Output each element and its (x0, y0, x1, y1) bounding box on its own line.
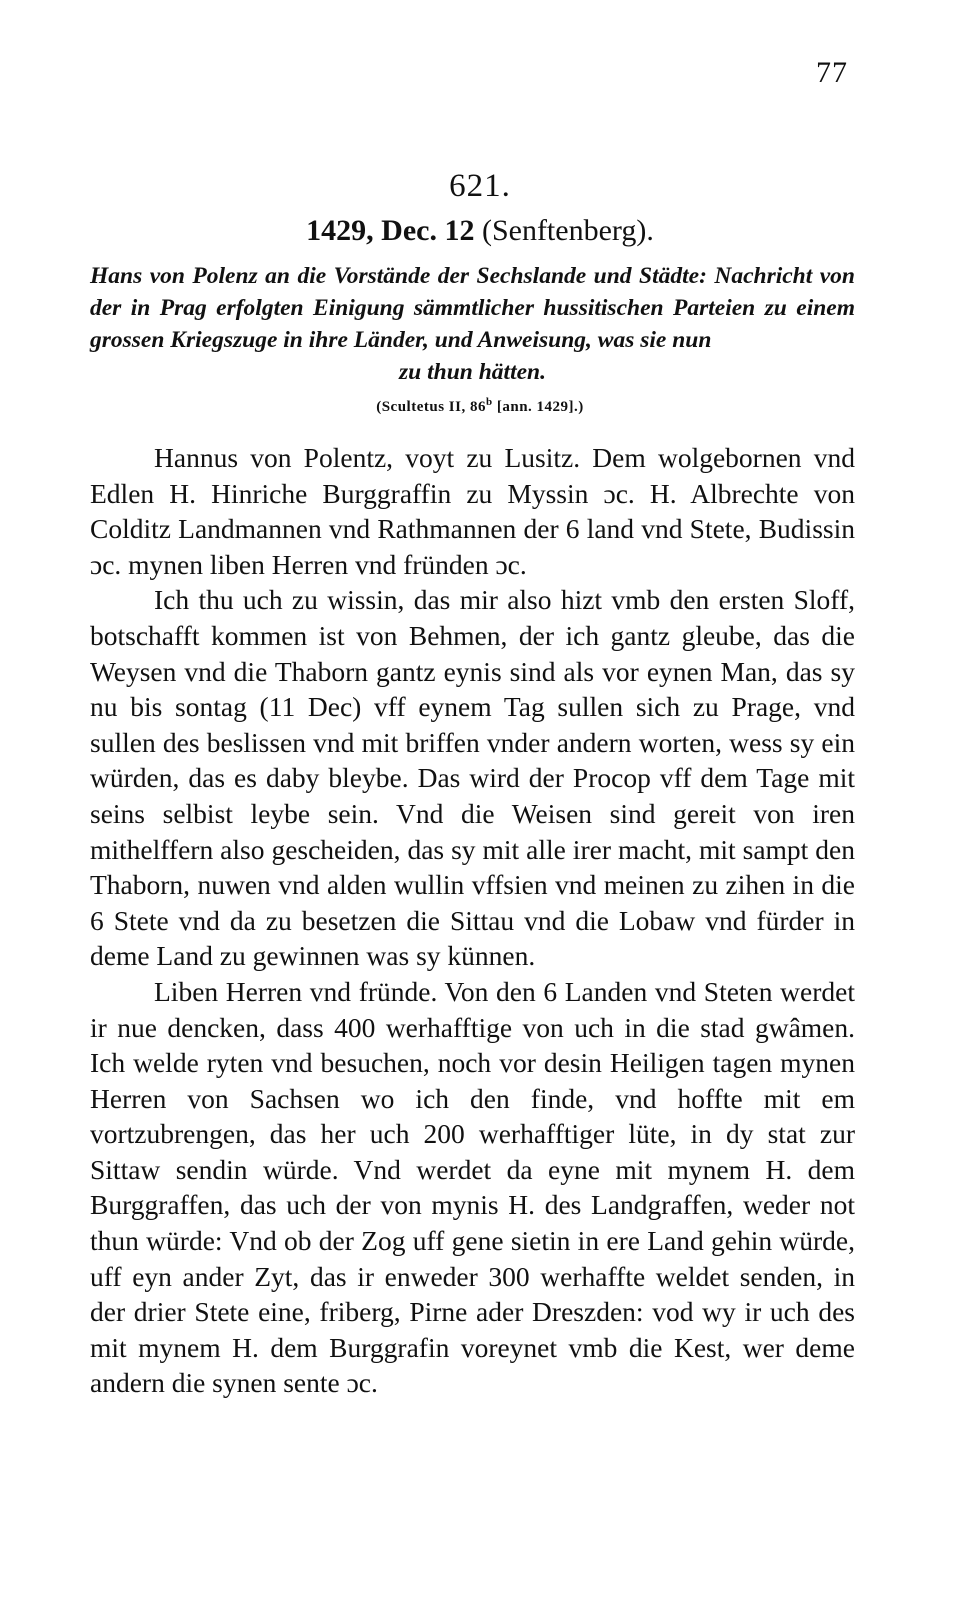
paragraph-news: Ich thu uch zu wissin, das mir also hizt vmb den ersten Sloff, botschafft kommen ist von Behmen, der ich gantz gleube, das die Weysen vnd die Thaborn gantz eynis sind als vor eynen Man, das sy nu bis sontag (11 Dec) vff eynem Tag sullen sich zu Prage, vnd sullen des beslissen vnd mit briffen vnder andern worten, wess sy ein würden, das es daby bleybe. Das wird der Procop vff dem Tage mit seins selbist leybe sein. Vnd die Weisen sind gereit von iren mithelffern also gescheiden, das sy mit alle irer macht, mit sampt den Thaborn, nuwen vnd alden wullin vffsien vnd meinen zu zihen in die 6 Stete vnd da zu besetzen die Sittau vnd die Lobaw vnd fürder in deme Land zu gewinnen was sy künnen. (90, 584, 855, 972)
source-year: [ann. 1429].) (492, 399, 584, 415)
paragraph-address: Hannus von Polentz, voyt zu Lusitz. Dem wolgebornen vnd Edlen H. Hinriche Burggraffin zu Myssin ɔc. H. Albrechte von Colditz Landmannen vnd Rathmannen der 6 land vnd Stete, Budissin ɔc. mynen liben Herren vnd fründen ɔc. (90, 442, 855, 580)
paragraph-instructions: Liben Herren vnd fründe. Von den 6 Landen vnd Steten werdet ir nue dencken, dass 400 werhafftige von uch in die stad gwâmen. Ich welde ryten vnd besuchen, noch vor desin Heiligen tagen mynen Herren von Sachsen wo ich den finde, vnd hoffte mit em vortzubrengen, das her uch 200 werhafftiger lüte, in dy stat zur Sittaw sendin würde. Vnd werdet da eyne mit mynem H. dem Burggraffen, das uch der von mynis H. des Landgraffen, weder not thun würde: Vnd ob der Zog uff gene sietin in ere Land gehin würde, uff eyn ander Zyt, das ir enweder 300 werhaffte weldet senden, in der drier Stete eine, friberg, Pirne ader Dreszden: vod wy ir uch des mit mynem H. dem Burggrafin voreynet vmb die Kest, wer deme andern die synen sente ɔc. (90, 975, 855, 1399)
letter-body (90, 440, 855, 1401)
document-summary (90, 260, 855, 388)
place: (Senftenberg). (481, 214, 654, 247)
date-line (0, 214, 960, 248)
source-superscript: b (485, 396, 493, 408)
summary-last-line: zu thun hätten. (399, 359, 546, 385)
page-number: 77 (816, 56, 848, 89)
date: 1429, Dec. 12 (306, 214, 475, 247)
document-number: 621. (449, 168, 511, 204)
source-citation (0, 396, 960, 416)
summary-text: Hans von Polenz an die Vorstände der Sechslande und Städte: Nachricht von der in Prag erfolgten Einigung sämmtlicher hussitischen Parteien zu einem grossen Kriegszuge in ihre Länder, und Anweisung, was sie nun (90, 263, 855, 353)
source-text: (Scultetus II, 86 (376, 399, 486, 415)
